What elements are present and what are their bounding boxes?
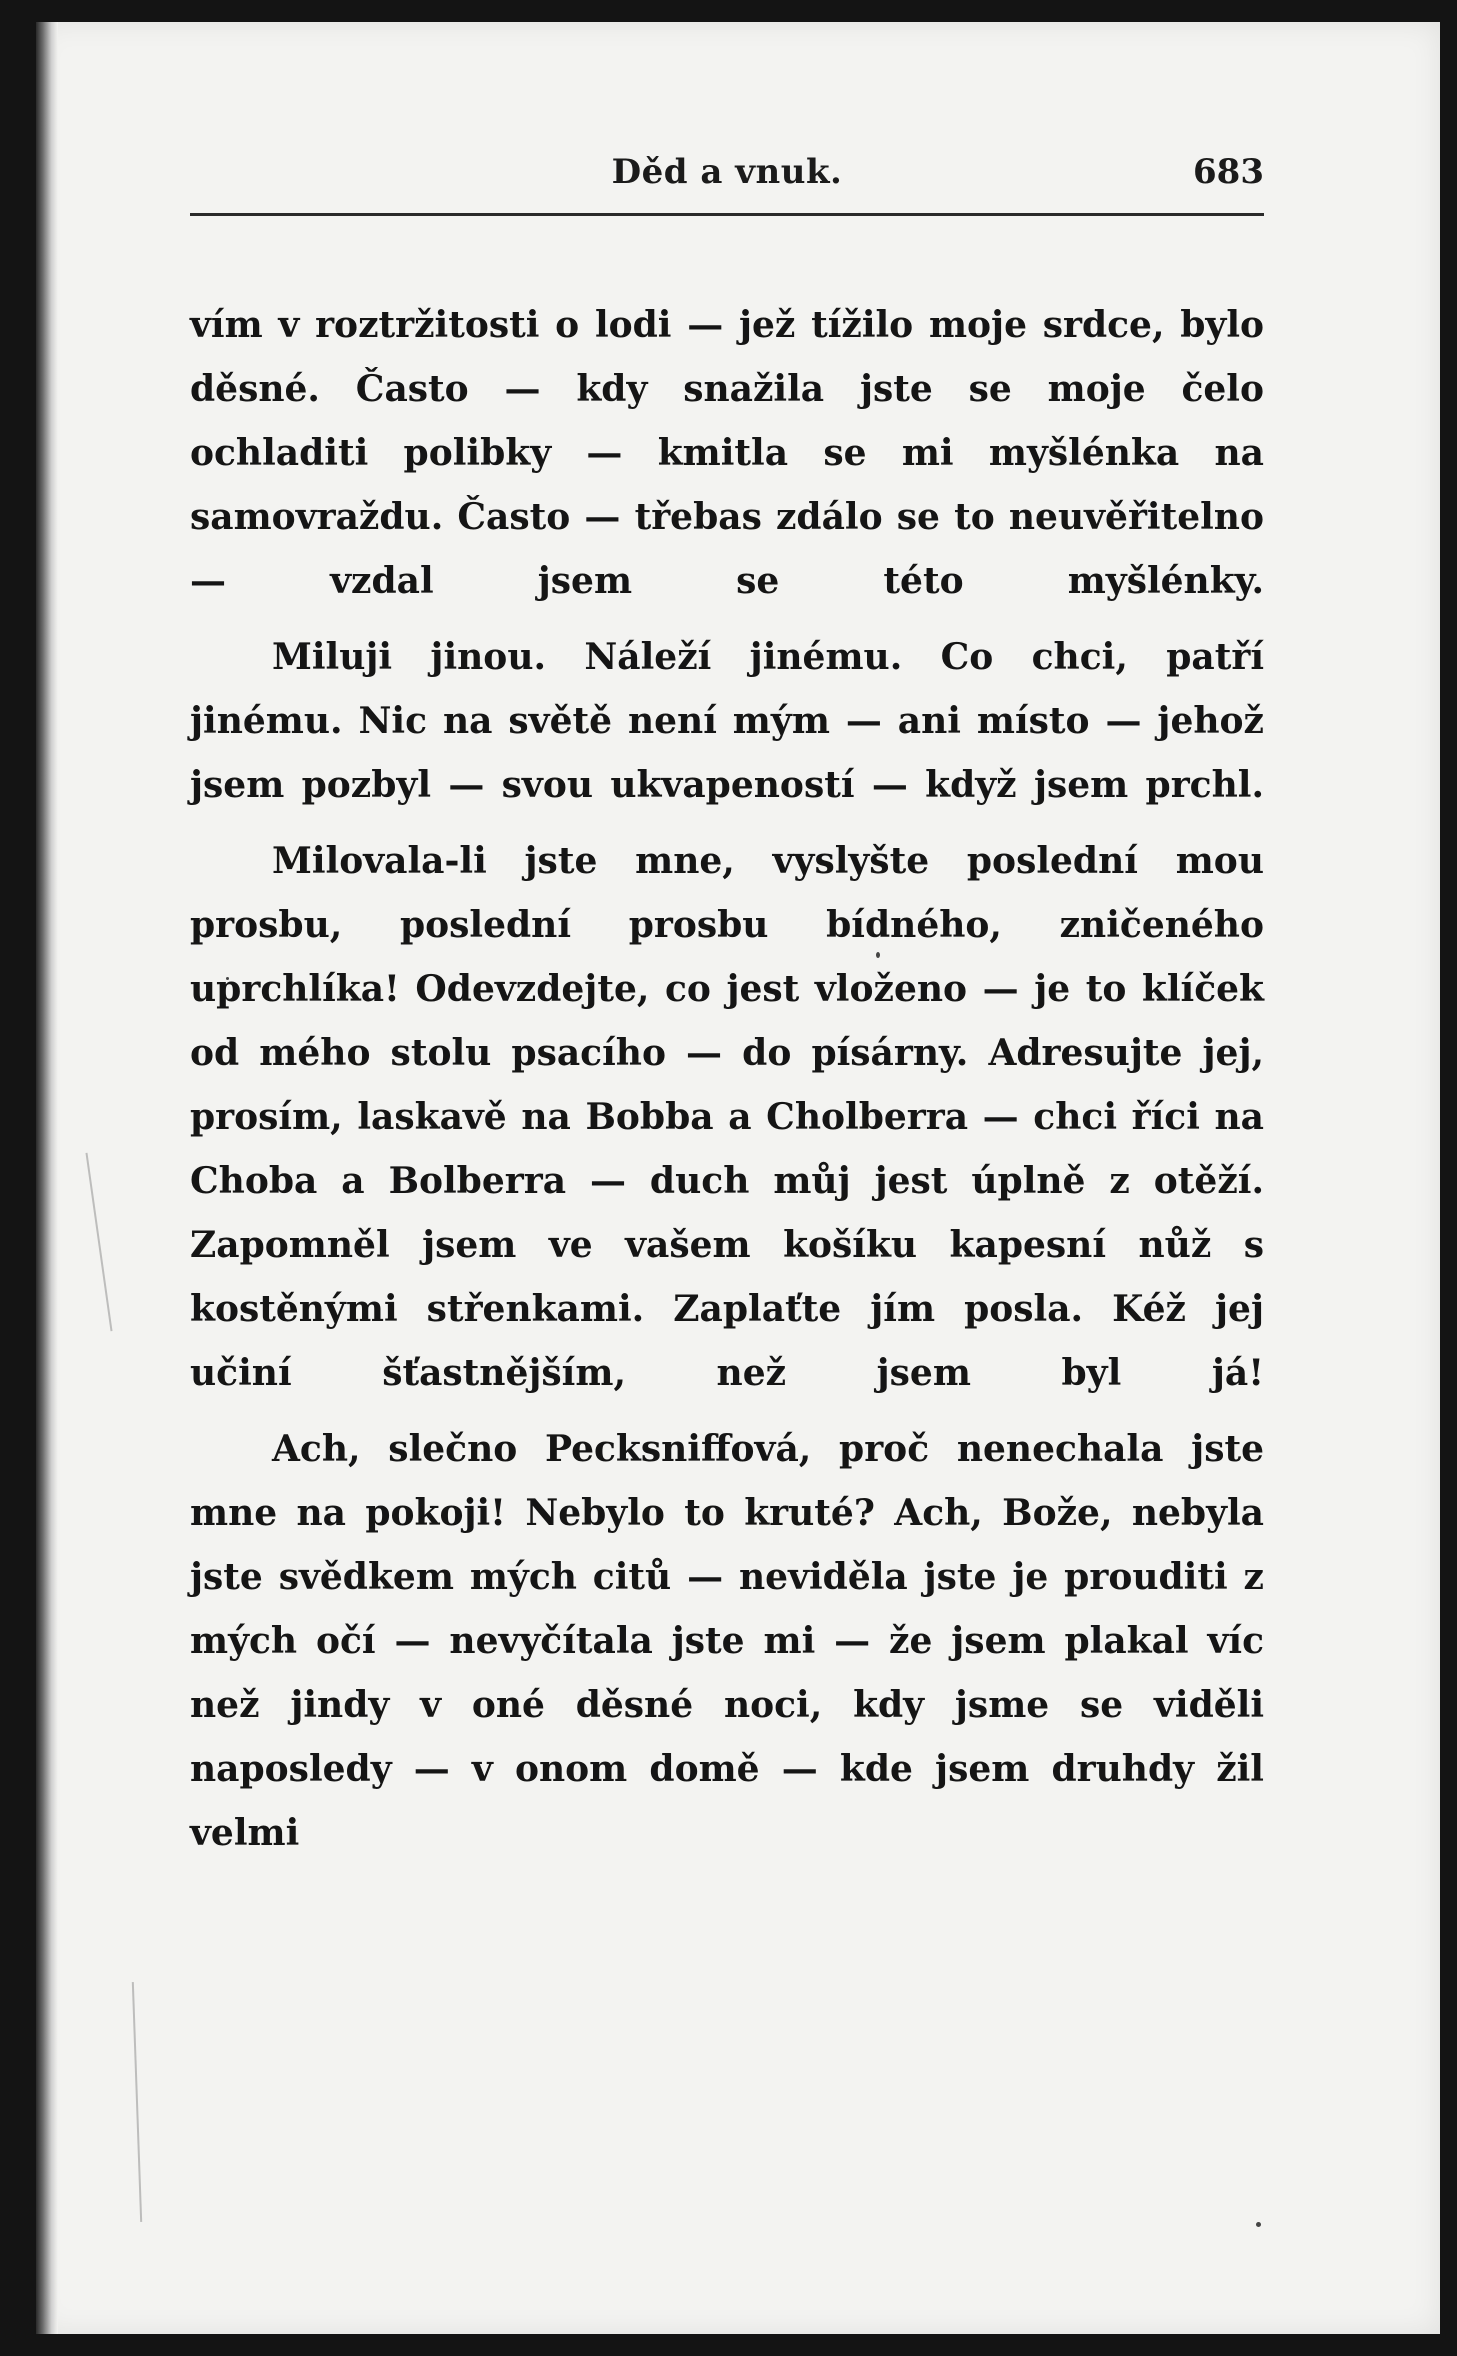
paragraph-4: Ach, slečno Pecksniffová, proč nenechala jste mne na pokoji! Nebylo to kruté? Ach, Bože, nebyla jste svědkem mých citů — neviděla jste je prouditi z mých očí — nevyčítala jste mi — že jsem plakal víc než jindy v oné děsné noci, kdy jsme se viděli naposledy — v onom domě — kde jsem druhdy žil velmi [190, 1428, 1264, 1854]
page-header [190, 152, 1264, 212]
paragraph-2: Miluji jinou. Náleží jinému. Co chci, patří jinému. Nic na světě není mým — ani místo — jehož jsem pozbyl — svou ukvapeností — když jsem prchl. [190, 636, 1264, 806]
paper-crease [85, 1153, 112, 1332]
body-text [190, 293, 1264, 1865]
header-rule [190, 213, 1264, 216]
paragraph-3: Milovala-li jste mne, vyslyšte poslední mou prosbu, poslední prosbu bídného, zničeného uprchlíka! Odevzdejte, co jest vloženo — je to klíček od mého stolu psacího — do písárny. Adresujte jej, prosím, laskavě na Bobba a Cholberra — chci říci na Choba a Bolberra — duch můj jest úplně z otěží. Zapomněl jsem ve vašem košíku kapesní nůž s kostěnými střenkami. Zaplaťte jím posla. Kéž jej učiní šťastnějším, než jsem byl já! [190, 840, 1264, 1394]
page-binding-edge [36, 22, 58, 2334]
paper-crease [132, 1982, 142, 2222]
paragraph-1: vím v roztržitosti o lodi — jež tížilo moje srdce, bylo děsné. Často — kdy snažila jste se moje čelo ochladiti polibky — kmitla se mi myšlénka na samovraždu. Často — třebas zdálo se to neuvěřitelno — vzdal jsem se této myšlénky. [190, 304, 1264, 602]
running-title: Děd a vnuk. [611, 152, 843, 192]
page-number: 683 [1193, 152, 1264, 192]
paper-speck [1256, 2222, 1261, 2227]
